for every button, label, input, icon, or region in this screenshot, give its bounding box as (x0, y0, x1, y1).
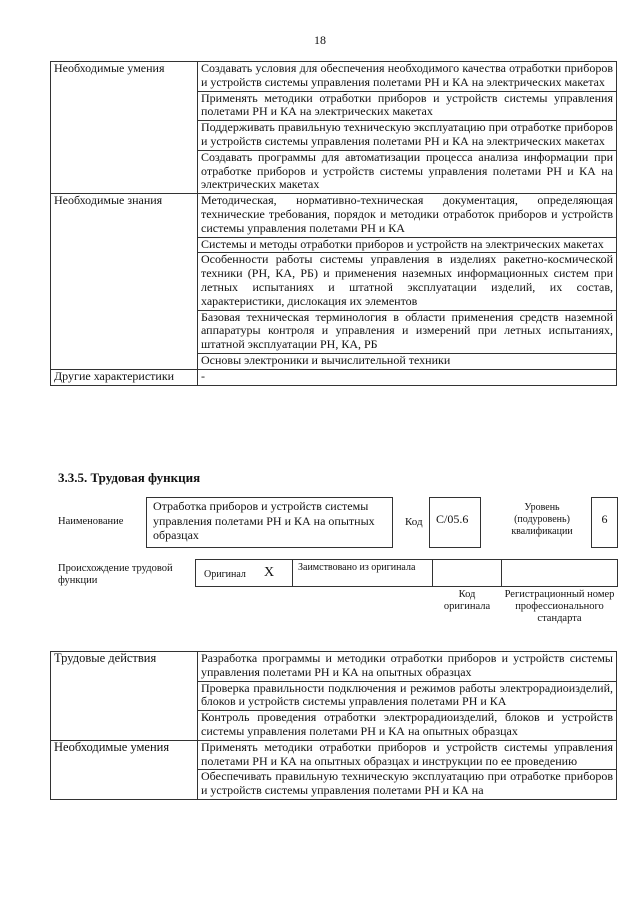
row-item: Создавать программы для автоматизации процесса анализа информации при отработке приборов и устройств системы управления полетами РН и КА на электрических макетах (198, 150, 617, 193)
reg-number-box (501, 559, 618, 587)
level-label: Уровень (подуровень) квалификации (511, 502, 573, 537)
row-item: Разработка программы и методики отработки приборов и устройств системы управления полетами РН и КА на опытных образцах (198, 652, 617, 682)
section-title: 3.3.5. Трудовая функция (58, 470, 201, 485)
row-item: Контроль проведения отработки электрорадиоизделий, блоков и устройств системы управления полетами РН и КА на опытных образцах (198, 711, 617, 741)
borrowed-box (292, 559, 433, 587)
function-code-value: С/05.6 (436, 512, 469, 526)
row-label: Другие характеристики (51, 369, 198, 385)
row-item: - (198, 369, 617, 385)
row-item: Базовая техническая терминология в области применения средств наземной аппаратуры контроля и управления и измерений при летных испытаниях, штатной эксплуатации РН, КА, РБ (198, 310, 617, 353)
code-label: Код (405, 516, 423, 528)
table-row (51, 740, 617, 770)
requirements-table-top (50, 61, 617, 386)
row-label: Трудовые действия (51, 652, 198, 741)
original-label: Оригинал (204, 569, 246, 580)
row-item: Проверка правильности подключения и режимов работы электрорадиоизделий, блоков и устройств системы управления полетами РН и КА (198, 681, 617, 711)
row-item: Системы и методы отработки приборов и устройств на электрических макетах (198, 237, 617, 253)
row-item: Особенности работы системы управления в изделиях ракетно-космической техники (РН, КА, РБ) и применения наземных информационных систем при летных испытаниях и штатной эксплуатации изделий, их состав, характеристики, дислокация их элементов (198, 253, 617, 310)
row-label: Необходимые знания (51, 194, 198, 370)
row-item: Поддерживать правильную техническую эксплуатацию при отработке приборов и устройств системы управления полетами РН и КА на электрических макетах (198, 121, 617, 151)
code-original-label: Код оригинала (443, 589, 491, 612)
row-label: Необходимые умения (51, 62, 198, 194)
function-name-value: Отработка приборов и устройств системы управления полетами РН и КА на опытных образцах (153, 499, 375, 542)
requirements-table-bottom (50, 651, 617, 800)
table-row (51, 194, 617, 237)
name-label: Наименование (58, 516, 124, 527)
requirements-table-top-body (51, 62, 617, 386)
table-row (51, 652, 617, 682)
function-code-box (429, 497, 481, 548)
table-row (51, 369, 617, 385)
page-number: 18 (314, 33, 326, 47)
code-original-box (432, 559, 502, 587)
original-mark: X (264, 565, 275, 580)
requirements-table-bottom-body (51, 652, 617, 800)
row-item: Создавать условия для обеспечения необходимого качества отработки приборов и устройств системы управления полетами РН и КА на электрических макетах (198, 62, 617, 92)
original-box (195, 559, 293, 587)
level-value: 6 (601, 512, 608, 526)
row-item: Обеспечивать правильную техническую эксплуатацию при отработке приборов и устройств системы управления полетами РН и КА на (198, 770, 617, 800)
reg-number-label: Регистрационный номер профессионального стандарта (504, 589, 615, 624)
row-item: Методическая, нормативно-техническая документация, определяющая технические требования, порядок и методики отработок приборов и устройств системы управления полетами РН и КА (198, 194, 617, 237)
level-value-box (591, 497, 618, 548)
row-item: Применять методики отработки приборов и устройств системы управления полетами РН и КА на опытных образцах и инструкции по ее проведению (198, 740, 617, 770)
row-label: Необходимые умения (51, 740, 198, 799)
borrowed-label: Заимствовано из оригинала (298, 562, 416, 573)
function-name-box (146, 497, 393, 548)
row-item: Основы электроники и вычислительной техники (198, 353, 617, 369)
table-row (51, 62, 617, 92)
row-item: Применять методики отработки приборов и устройств системы управления полетами РН и КА на электрических макетах (198, 91, 617, 121)
origin-label: Происхождение трудовой функции (58, 563, 173, 586)
